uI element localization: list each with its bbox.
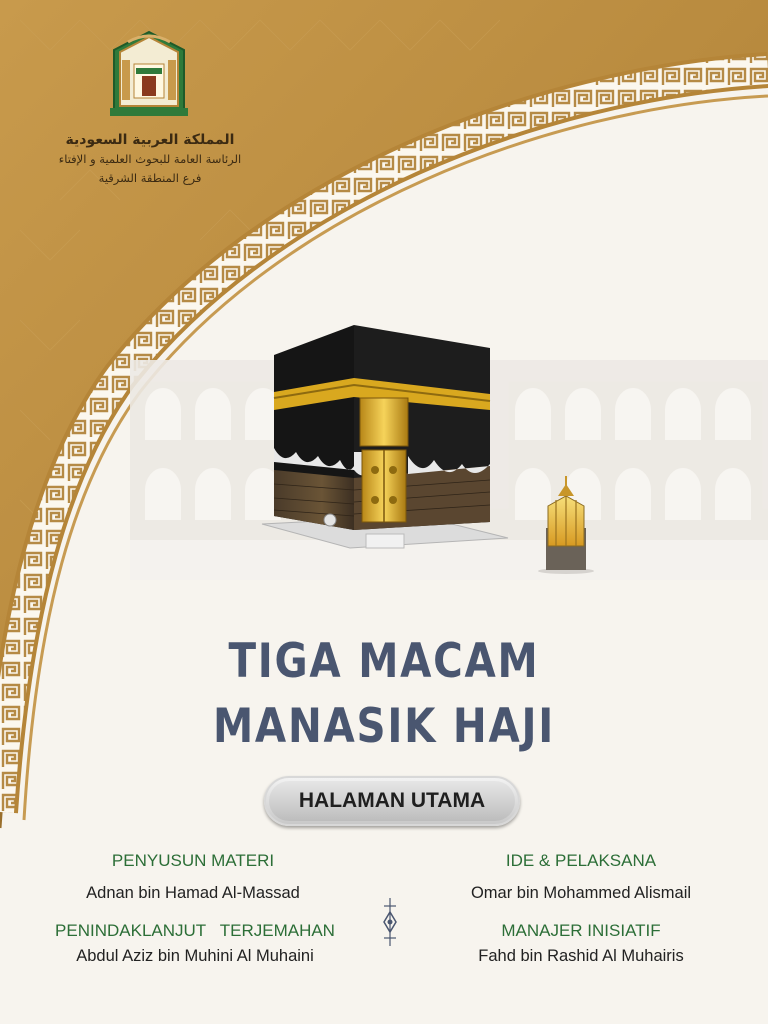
credit-role: PENINDAKLANJUT TERJEMAHAN: [55, 921, 335, 940]
emblem-logo: [106, 30, 192, 122]
institution-names: [30, 130, 270, 188]
branch-name: فرع المنطقة الشرقية: [98, 171, 202, 185]
credit-role: IDE & PELAKSANA: [505, 851, 657, 870]
credit-compiler: [28, 850, 358, 904]
ornament-divider-icon: [380, 898, 400, 946]
country-name: المملكة العربية السعودية: [65, 132, 235, 148]
credit-translation-followup: [30, 920, 360, 967]
credit-initiative-manager: [416, 920, 746, 967]
home-page-button-label: HALAMAN UTAMA: [298, 789, 486, 812]
book-title-line1: TIGA MACAM: [228, 634, 540, 689]
credit-name: Adnan bin Hamad Al-Massad: [86, 884, 300, 902]
presidency-name: الرئاسة العامة للبحوث العلمية و الإفتاء: [58, 152, 242, 166]
credit-role: MANAJER INISIATIF: [501, 921, 661, 940]
credit-name: Abdul Aziz bin Muhini Al Muhaini: [76, 947, 314, 965]
credit-name: Fahd bin Rashid Al Muhairis: [478, 947, 684, 965]
credit-name: Omar bin Mohammed Alismail: [470, 884, 692, 902]
credit-role: PENYUSUN MATERI: [111, 851, 275, 870]
home-page-button[interactable]: [264, 776, 520, 826]
credit-idea-executor: [416, 850, 746, 904]
book-title-line2: MANASIK HAJI: [212, 699, 555, 754]
kaaba-illustration: [262, 325, 508, 548]
